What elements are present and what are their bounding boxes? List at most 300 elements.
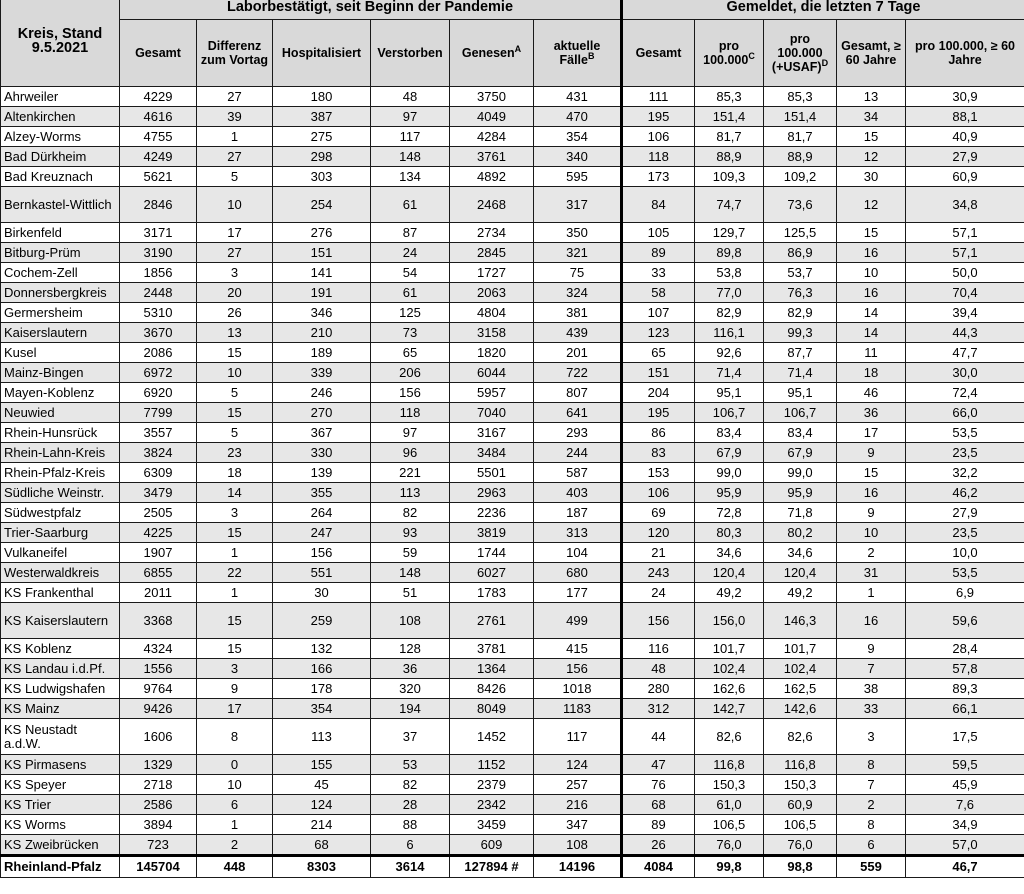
table-cell: 99,3 bbox=[764, 323, 837, 343]
table-cell: 132 bbox=[273, 639, 371, 659]
table-cell: 30,9 bbox=[906, 87, 1024, 107]
table-cell: 1364 bbox=[450, 659, 534, 679]
table-cell: 93 bbox=[371, 523, 450, 543]
header-genesen bbox=[450, 20, 534, 87]
table-cell: 10,0 bbox=[906, 543, 1024, 563]
table-row bbox=[1, 383, 1024, 403]
table-cell: 40,9 bbox=[906, 127, 1024, 147]
table-cell: 113 bbox=[371, 483, 450, 503]
table-cell: 26 bbox=[197, 303, 273, 323]
table-cell: 595 bbox=[534, 167, 622, 187]
table-cell: 355 bbox=[273, 483, 371, 503]
table-cell: 76,0 bbox=[764, 835, 837, 856]
header-differenz: Differenz zum Vortag bbox=[197, 20, 273, 87]
table-cell: 37 bbox=[371, 719, 450, 755]
table-cell: 80,2 bbox=[764, 523, 837, 543]
table-cell: 23 bbox=[197, 443, 273, 463]
table-cell: 106 bbox=[622, 127, 695, 147]
table-cell: 354 bbox=[273, 699, 371, 719]
table-cell: 54 bbox=[371, 263, 450, 283]
table-cell: 34,8 bbox=[906, 187, 1024, 223]
table-cell: 4049 bbox=[450, 107, 534, 127]
table-cell: 2086 bbox=[120, 343, 197, 363]
table-cell: 34,6 bbox=[695, 543, 764, 563]
table-cell: 177 bbox=[534, 583, 622, 603]
table-cell: 403 bbox=[534, 483, 622, 503]
table-cell: 120,4 bbox=[695, 563, 764, 583]
table-row bbox=[1, 755, 1024, 775]
district-name: Altenkirchen bbox=[1, 107, 120, 127]
table-cell: 66,0 bbox=[906, 403, 1024, 423]
table-cell: 155 bbox=[273, 755, 371, 775]
table-cell: 34,6 bbox=[764, 543, 837, 563]
table-cell: 139 bbox=[273, 463, 371, 483]
table-cell: 303 bbox=[273, 167, 371, 187]
table-cell: 82,9 bbox=[764, 303, 837, 323]
table-cell: 3670 bbox=[120, 323, 197, 343]
table-row bbox=[1, 639, 1024, 659]
table-cell: 86 bbox=[622, 423, 695, 443]
table-cell: 15 bbox=[197, 639, 273, 659]
table-cell: 15 bbox=[197, 403, 273, 423]
table-header bbox=[1, 0, 1024, 87]
header-pro-100000-usaf-label: pro 100.000 (+USAF) bbox=[771, 32, 823, 74]
table-cell: 2468 bbox=[450, 187, 534, 223]
table-cell: 257 bbox=[534, 775, 622, 795]
table-cell: 24 bbox=[371, 243, 450, 263]
table-cell: 214 bbox=[273, 815, 371, 835]
table-cell: 82,9 bbox=[695, 303, 764, 323]
table-cell: 12 bbox=[837, 147, 906, 167]
table-cell: 1783 bbox=[450, 583, 534, 603]
table-row bbox=[1, 423, 1024, 443]
table-cell: 117 bbox=[371, 127, 450, 147]
table-cell: 85,3 bbox=[695, 87, 764, 107]
table-cell: 113 bbox=[273, 719, 371, 755]
table-row bbox=[1, 147, 1024, 167]
table-cell: 1 bbox=[197, 583, 273, 603]
district-name: Alzey-Worms bbox=[1, 127, 120, 147]
table-cell: 3 bbox=[197, 263, 273, 283]
table-cell: 4225 bbox=[120, 523, 197, 543]
table-cell: 70,4 bbox=[906, 283, 1024, 303]
table-cell: 50,0 bbox=[906, 263, 1024, 283]
table-cell: 3479 bbox=[120, 483, 197, 503]
table-cell: 36 bbox=[837, 403, 906, 423]
header-pro-100000-usaf bbox=[764, 20, 837, 87]
table-cell: 8049 bbox=[450, 699, 534, 719]
table-cell: 106,7 bbox=[695, 403, 764, 423]
table-cell: 95,1 bbox=[695, 383, 764, 403]
table-row bbox=[1, 263, 1024, 283]
district-name: Trier-Saarburg bbox=[1, 523, 120, 543]
table-cell: 254 bbox=[273, 187, 371, 223]
table-cell: 33 bbox=[622, 263, 695, 283]
district-name: KS Frankenthal bbox=[1, 583, 120, 603]
table-cell: 350 bbox=[534, 223, 622, 243]
table-cell: 106,5 bbox=[695, 815, 764, 835]
district-name: Rhein-Pfalz-Kreis bbox=[1, 463, 120, 483]
table-cell: 16 bbox=[837, 243, 906, 263]
table-row bbox=[1, 583, 1024, 603]
table-cell: 67,9 bbox=[695, 443, 764, 463]
table-cell: 330 bbox=[273, 443, 371, 463]
table-cell: 81,7 bbox=[695, 127, 764, 147]
total-row bbox=[1, 856, 1024, 878]
table-cell: 102,4 bbox=[695, 659, 764, 679]
table-cell: 142,6 bbox=[764, 699, 837, 719]
table-row bbox=[1, 659, 1024, 679]
table-cell: 3894 bbox=[120, 815, 197, 835]
footnote-marker: C bbox=[748, 50, 755, 61]
table-cell: 243 bbox=[622, 563, 695, 583]
table-row bbox=[1, 403, 1024, 423]
table-row bbox=[1, 719, 1024, 755]
table-cell: 15 bbox=[197, 523, 273, 543]
table-cell: 2236 bbox=[450, 503, 534, 523]
table-row bbox=[1, 795, 1024, 815]
total-cell: 3614 bbox=[371, 856, 450, 878]
table-cell: 2379 bbox=[450, 775, 534, 795]
table-row bbox=[1, 699, 1024, 719]
table-cell: 116,1 bbox=[695, 323, 764, 343]
table-cell: 106,7 bbox=[764, 403, 837, 423]
table-cell: 723 bbox=[120, 835, 197, 856]
table-cell: 6 bbox=[371, 835, 450, 856]
table-cell: 82,6 bbox=[695, 719, 764, 755]
table-cell: 206 bbox=[371, 363, 450, 383]
table-cell: 9 bbox=[837, 639, 906, 659]
table-cell: 1452 bbox=[450, 719, 534, 755]
table-cell: 99,0 bbox=[695, 463, 764, 483]
table-row bbox=[1, 283, 1024, 303]
header-pro-100000-label: pro 100.000 bbox=[703, 39, 749, 67]
table-row bbox=[1, 223, 1024, 243]
table-cell: 162,6 bbox=[695, 679, 764, 699]
district-name: Donnersbergkreis bbox=[1, 283, 120, 303]
table-cell: 27,9 bbox=[906, 147, 1024, 167]
footnote-marker: D bbox=[821, 57, 829, 68]
table-cell: 151,4 bbox=[764, 107, 837, 127]
table-cell: 187 bbox=[534, 503, 622, 523]
table-cell: 33 bbox=[837, 699, 906, 719]
table-cell: 148 bbox=[371, 147, 450, 167]
district-name: KS Speyer bbox=[1, 775, 120, 795]
table-cell: 49,2 bbox=[695, 583, 764, 603]
table-cell: 44,3 bbox=[906, 323, 1024, 343]
table-cell: 65 bbox=[622, 343, 695, 363]
total-cell: 145704 bbox=[120, 856, 197, 878]
table-cell: 67,9 bbox=[764, 443, 837, 463]
table-cell: 71,4 bbox=[695, 363, 764, 383]
header-pro-100000 bbox=[695, 20, 764, 87]
district-name: KS Trier bbox=[1, 795, 120, 815]
table-cell: 28,4 bbox=[906, 639, 1024, 659]
table-cell: 17,5 bbox=[906, 719, 1024, 755]
table-row bbox=[1, 323, 1024, 343]
table-cell: 36 bbox=[371, 659, 450, 679]
table-cell: 77,0 bbox=[695, 283, 764, 303]
table-body bbox=[1, 87, 1024, 856]
table-cell: 346 bbox=[273, 303, 371, 323]
table-cell: 49,2 bbox=[764, 583, 837, 603]
table-cell: 105 bbox=[622, 223, 695, 243]
district-name: KS Worms bbox=[1, 815, 120, 835]
district-name: Westerwaldkreis bbox=[1, 563, 120, 583]
table-cell: 320 bbox=[371, 679, 450, 699]
table-cell: 5 bbox=[197, 423, 273, 443]
table-cell: 4892 bbox=[450, 167, 534, 187]
table-cell: 59,6 bbox=[906, 603, 1024, 639]
table-cell: 264 bbox=[273, 503, 371, 523]
table-cell: 116 bbox=[622, 639, 695, 659]
table-cell: 16 bbox=[837, 283, 906, 303]
district-name: Mainz-Bingen bbox=[1, 363, 120, 383]
table-cell: 587 bbox=[534, 463, 622, 483]
table-cell: 11 bbox=[837, 343, 906, 363]
district-name: KS Neustadt a.d.W. bbox=[1, 719, 120, 755]
table-cell: 156 bbox=[534, 659, 622, 679]
table-cell: 88,1 bbox=[906, 107, 1024, 127]
table-cell: 6027 bbox=[450, 563, 534, 583]
table-cell: 324 bbox=[534, 283, 622, 303]
table-cell: 7040 bbox=[450, 403, 534, 423]
table-cell: 6972 bbox=[120, 363, 197, 383]
table-row bbox=[1, 243, 1024, 263]
table-cell: 415 bbox=[534, 639, 622, 659]
table-cell: 3190 bbox=[120, 243, 197, 263]
table-cell: 2342 bbox=[450, 795, 534, 815]
district-name: KS Ludwigshafen bbox=[1, 679, 120, 699]
table-cell: 276 bbox=[273, 223, 371, 243]
table-cell: 18 bbox=[837, 363, 906, 383]
table-cell: 89 bbox=[622, 815, 695, 835]
table-cell: 6,9 bbox=[906, 583, 1024, 603]
table-cell: 99,0 bbox=[764, 463, 837, 483]
table-cell: 76,3 bbox=[764, 283, 837, 303]
table-cell: 1727 bbox=[450, 263, 534, 283]
table-row bbox=[1, 775, 1024, 795]
table-cell: 26 bbox=[622, 835, 695, 856]
district-name: KS Zweibrücken bbox=[1, 835, 120, 856]
table-cell: 1744 bbox=[450, 543, 534, 563]
table-cell: 6044 bbox=[450, 363, 534, 383]
table-cell: 125 bbox=[371, 303, 450, 323]
table-cell: 275 bbox=[273, 127, 371, 147]
table-row bbox=[1, 503, 1024, 523]
table-row bbox=[1, 835, 1024, 856]
footnote-marker: B bbox=[588, 50, 595, 61]
table-cell: 45 bbox=[273, 775, 371, 795]
table-cell: 1856 bbox=[120, 263, 197, 283]
table-cell: 201 bbox=[534, 343, 622, 363]
table-cell: 27 bbox=[197, 147, 273, 167]
header-aktuelle-faelle bbox=[534, 20, 622, 87]
table-cell: 17 bbox=[197, 223, 273, 243]
table-cell: 9 bbox=[837, 503, 906, 523]
table-cell: 499 bbox=[534, 603, 622, 639]
total-cell: 8303 bbox=[273, 856, 371, 878]
table-cell: 69 bbox=[622, 503, 695, 523]
table-cell: 5957 bbox=[450, 383, 534, 403]
table-cell: 3 bbox=[837, 719, 906, 755]
table-cell: 60,9 bbox=[764, 795, 837, 815]
table-cell: 6855 bbox=[120, 563, 197, 583]
total-cell: 559 bbox=[837, 856, 906, 878]
table-cell: 46 bbox=[837, 383, 906, 403]
table-cell: 128 bbox=[371, 639, 450, 659]
table-cell: 124 bbox=[534, 755, 622, 775]
table-cell: 48 bbox=[622, 659, 695, 679]
table-cell: 134 bbox=[371, 167, 450, 187]
district-name: Kaiserslautern bbox=[1, 323, 120, 343]
total-cell: 98,8 bbox=[764, 856, 837, 878]
district-name: Ahrweiler bbox=[1, 87, 120, 107]
district-name: KS Landau i.d.Pf. bbox=[1, 659, 120, 679]
table-cell: 88 bbox=[371, 815, 450, 835]
table-cell: 111 bbox=[622, 87, 695, 107]
table-cell: 1018 bbox=[534, 679, 622, 699]
district-name: Mayen-Koblenz bbox=[1, 383, 120, 403]
table-cell: 2 bbox=[837, 543, 906, 563]
table-cell: 195 bbox=[622, 403, 695, 423]
table-cell: 807 bbox=[534, 383, 622, 403]
table-cell: 53,7 bbox=[764, 263, 837, 283]
table-cell: 5501 bbox=[450, 463, 534, 483]
table-cell: 146,3 bbox=[764, 603, 837, 639]
table-cell: 7,6 bbox=[906, 795, 1024, 815]
table-cell: 4284 bbox=[450, 127, 534, 147]
header-aktuelle-label: aktuelle Fälle bbox=[553, 39, 601, 67]
table-cell: 34 bbox=[837, 107, 906, 127]
table-cell: 32,2 bbox=[906, 463, 1024, 483]
table-cell: 4229 bbox=[120, 87, 197, 107]
table-cell: 1183 bbox=[534, 699, 622, 719]
table-cell: 439 bbox=[534, 323, 622, 343]
table-cell: 71,8 bbox=[764, 503, 837, 523]
table-cell: 71,4 bbox=[764, 363, 837, 383]
table-cell: 1 bbox=[197, 815, 273, 835]
table-cell: 381 bbox=[534, 303, 622, 323]
table-cell: 9 bbox=[837, 443, 906, 463]
table-cell: 195 bbox=[622, 107, 695, 127]
table-cell: 2734 bbox=[450, 223, 534, 243]
table-cell: 109,3 bbox=[695, 167, 764, 187]
header-week-gesamt: Gesamt bbox=[622, 20, 695, 87]
table-cell: 38 bbox=[837, 679, 906, 699]
table-row bbox=[1, 815, 1024, 835]
table-cell: 722 bbox=[534, 363, 622, 383]
table-cell: 204 bbox=[622, 383, 695, 403]
table-cell: 53,8 bbox=[695, 263, 764, 283]
header-verstorben: Verstorben bbox=[371, 20, 450, 87]
table-cell: 123 bbox=[622, 323, 695, 343]
table-cell: 83 bbox=[622, 443, 695, 463]
header-columns-row bbox=[1, 20, 1024, 87]
header-genesen-label: Genesen bbox=[461, 46, 515, 60]
table-cell: 61 bbox=[371, 283, 450, 303]
table-row bbox=[1, 343, 1024, 363]
table-cell: 14 bbox=[837, 303, 906, 323]
table-cell: 1907 bbox=[120, 543, 197, 563]
table-cell: 76,0 bbox=[695, 835, 764, 856]
table-cell: 85,3 bbox=[764, 87, 837, 107]
table-row bbox=[1, 543, 1024, 563]
table-cell: 210 bbox=[273, 323, 371, 343]
district-name: KS Mainz bbox=[1, 699, 120, 719]
table-cell: 153 bbox=[622, 463, 695, 483]
table-cell: 3158 bbox=[450, 323, 534, 343]
table-cell: 354 bbox=[534, 127, 622, 147]
table-cell: 58 bbox=[622, 283, 695, 303]
table-cell: 156 bbox=[622, 603, 695, 639]
table-row bbox=[1, 167, 1024, 187]
table-cell: 108 bbox=[534, 835, 622, 856]
table-cell: 151,4 bbox=[695, 107, 764, 127]
table-cell: 88,9 bbox=[764, 147, 837, 167]
table-cell: 73,6 bbox=[764, 187, 837, 223]
table-cell: 95,9 bbox=[695, 483, 764, 503]
table-cell: 17 bbox=[837, 423, 906, 443]
table-cell: 150,3 bbox=[695, 775, 764, 795]
table-cell: 14 bbox=[197, 483, 273, 503]
table-row bbox=[1, 603, 1024, 639]
table-cell: 48 bbox=[371, 87, 450, 107]
table-cell: 118 bbox=[622, 147, 695, 167]
table-cell: 259 bbox=[273, 603, 371, 639]
table-cell: 89,3 bbox=[906, 679, 1024, 699]
table-cell: 30 bbox=[273, 583, 371, 603]
table-cell: 166 bbox=[273, 659, 371, 679]
table-cell: 3824 bbox=[120, 443, 197, 463]
table-cell: 108 bbox=[371, 603, 450, 639]
table-cell: 92,6 bbox=[695, 343, 764, 363]
table-cell: 109,2 bbox=[764, 167, 837, 187]
table-cell: 95,9 bbox=[764, 483, 837, 503]
district-name: Germersheim bbox=[1, 303, 120, 323]
table-cell: 30 bbox=[837, 167, 906, 187]
table-cell: 88,9 bbox=[695, 147, 764, 167]
table-cell: 47 bbox=[622, 755, 695, 775]
table-cell: 59,5 bbox=[906, 755, 1024, 775]
table-cell: 367 bbox=[273, 423, 371, 443]
table-cell: 74,7 bbox=[695, 187, 764, 223]
table-cell: 97 bbox=[371, 107, 450, 127]
table-cell: 116,8 bbox=[695, 755, 764, 775]
table-cell: 2845 bbox=[450, 243, 534, 263]
table-cell: 2 bbox=[197, 835, 273, 856]
table-cell: 151 bbox=[273, 243, 371, 263]
header-group-letzte-7-tage: Gemeldet, die letzten 7 Tage bbox=[622, 0, 1024, 20]
table-cell: 141 bbox=[273, 263, 371, 283]
district-name: Birkenfeld bbox=[1, 223, 120, 243]
table-footer bbox=[1, 856, 1024, 878]
table-cell: 51 bbox=[371, 583, 450, 603]
header-hospitalisiert: Hospitalisiert bbox=[273, 20, 371, 87]
table-cell: 246 bbox=[273, 383, 371, 403]
header-group-laborbestaetigt: Laborbestätigt, seit Beginn der Pandemie bbox=[120, 0, 622, 20]
table-cell: 83,4 bbox=[695, 423, 764, 443]
table-cell: 120 bbox=[622, 523, 695, 543]
district-name: Rhein-Lahn-Kreis bbox=[1, 443, 120, 463]
header-pro-100000-60: pro 100.000, ≥ 60 Jahre bbox=[906, 20, 1024, 87]
table-cell: 313 bbox=[534, 523, 622, 543]
table-cell: 12 bbox=[837, 187, 906, 223]
table-cell: 30,0 bbox=[906, 363, 1024, 383]
table-cell: 4324 bbox=[120, 639, 197, 659]
table-cell: 23,5 bbox=[906, 443, 1024, 463]
table-cell: 178 bbox=[273, 679, 371, 699]
